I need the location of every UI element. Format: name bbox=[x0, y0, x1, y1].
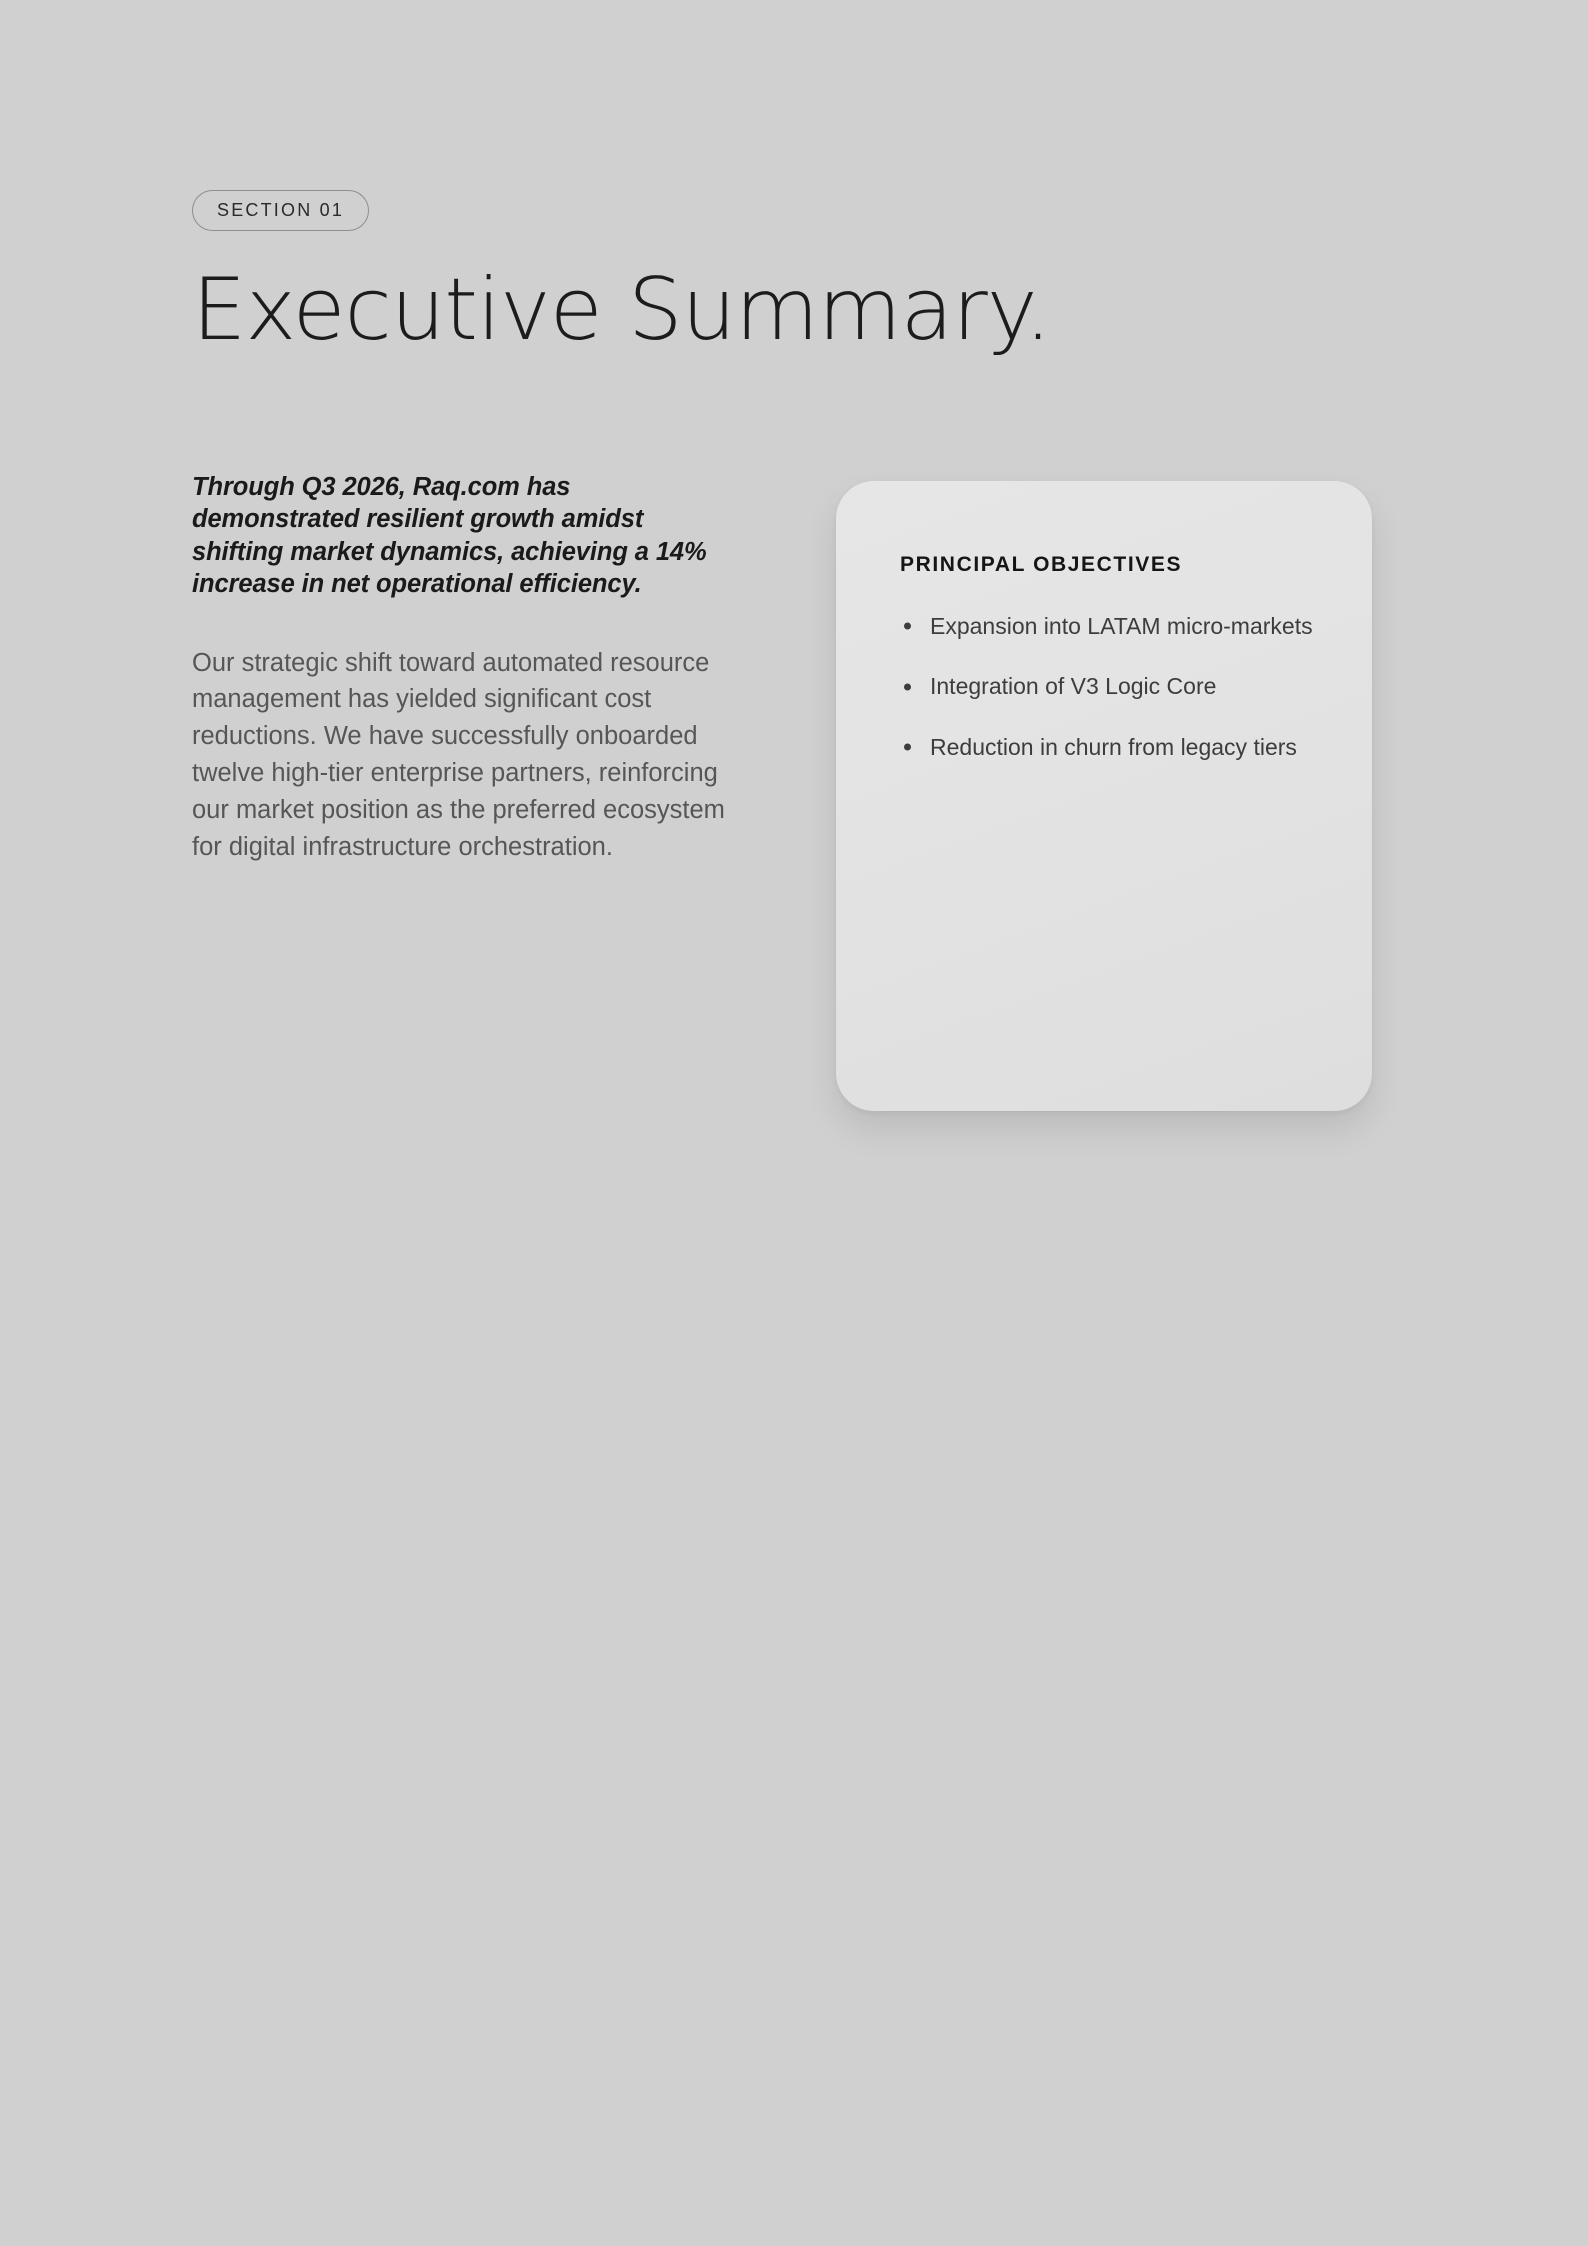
list-item bbox=[900, 611, 1316, 641]
list-item-label: Expansion into LATAM micro-markets bbox=[930, 613, 1313, 639]
page-title: Executive Summary. bbox=[192, 260, 1051, 360]
objectives-list bbox=[900, 611, 1316, 762]
list-item bbox=[900, 671, 1316, 701]
list-item bbox=[900, 732, 1316, 762]
principal-objectives-card bbox=[836, 481, 1372, 1111]
lead-paragraph: Through Q3 2026, Raq.com has demonstrated resilient growth amidst shifting market dynamics, achieving a 14% increase in net operational efficiency. bbox=[192, 473, 707, 599]
bullet-icon bbox=[904, 683, 911, 690]
list-item-label: Integration of V3 Logic Core bbox=[930, 673, 1217, 700]
bullet-icon bbox=[904, 743, 911, 750]
body-paragraph: Our strategic shift toward automated resource management has yielded significant cost reductions. We have successfully onboarded twelve high-tier enterprise partners, reinforcing our market position as the preferred ecosystem for digital infrastructure orchestration. bbox=[192, 648, 725, 862]
list-item-label: Reduction in churn from legacy tiers bbox=[930, 733, 1297, 760]
content-area bbox=[192, 471, 1396, 1111]
left-column bbox=[192, 471, 732, 866]
card-title: PRINCIPAL OBJECTIVES bbox=[900, 553, 1183, 576]
bullet-icon bbox=[904, 623, 911, 630]
section-badge: SECTION 01 bbox=[192, 190, 369, 231]
